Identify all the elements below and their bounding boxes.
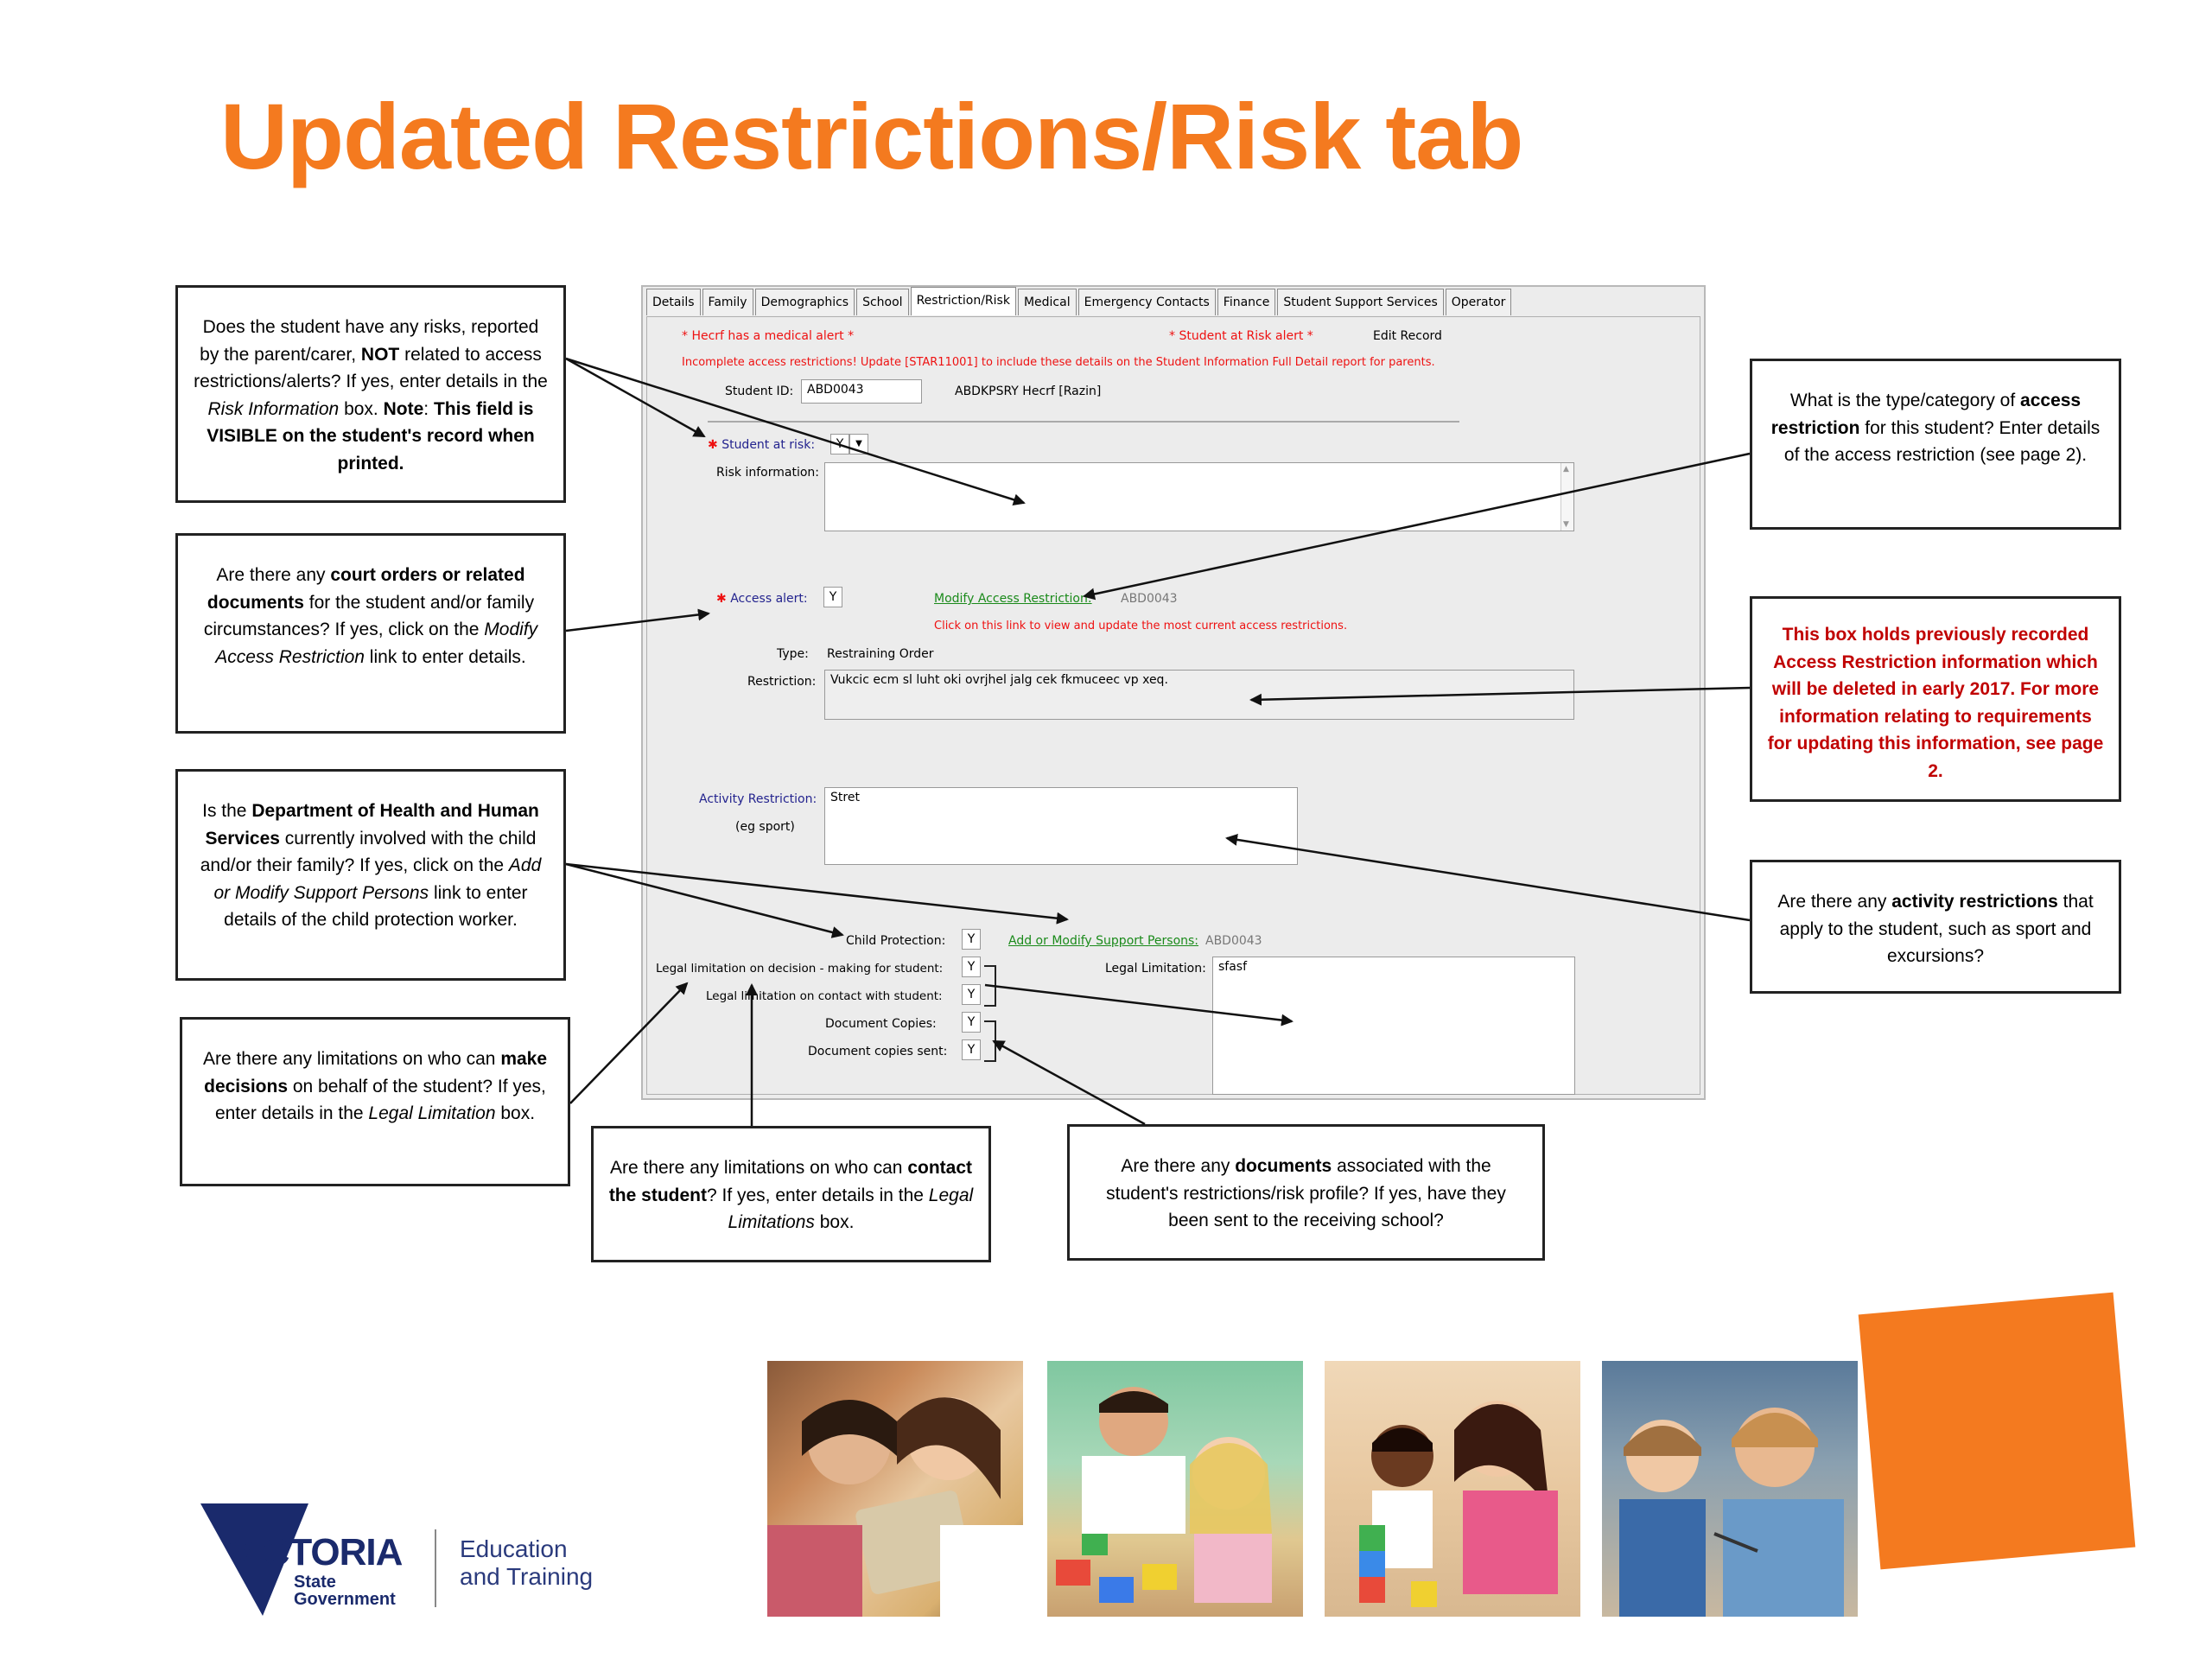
callout-dhhs: Is the Department of Health and Human Services currently involved with the child and/or their family? If yes, click on the Add or Modify Support Persons link to enter details of the child protection worker. bbox=[175, 769, 566, 981]
student-name: ABDKPSRY Hecrf [Razin] bbox=[955, 385, 1102, 398]
tab-details[interactable]: Details bbox=[646, 289, 701, 315]
tab-finance[interactable]: Finance bbox=[1217, 289, 1276, 315]
callout-risks: Does the student have any risks, reported by the parent/carer, NOT related to access restrictions/alerts? If yes, enter details in the Risk Information box. Note: This field is VISIBLE on the student's record when printed. bbox=[175, 285, 566, 503]
arrow-dhhs-to-support-link bbox=[566, 864, 1067, 919]
type-value: Restraining Order bbox=[827, 647, 934, 661]
arrow-dhhs-to-child-protection bbox=[566, 864, 842, 935]
arrow-access-type-to-link bbox=[1084, 454, 1750, 596]
edit-record-label: Edit Record bbox=[1373, 329, 1442, 343]
access-alert-field[interactable]: Y bbox=[823, 587, 842, 607]
tab-operator[interactable]: Operator bbox=[1446, 289, 1512, 315]
activity-restriction-hint: (eg sport) bbox=[735, 820, 795, 834]
support-persons-link[interactable]: Add or Modify Support Persons: bbox=[1008, 934, 1199, 948]
tab-school[interactable]: School bbox=[856, 289, 908, 315]
arrow-activity-to-activity-field bbox=[1227, 838, 1750, 920]
page-title: Updated Restrictions/Risk tab bbox=[220, 84, 1523, 188]
arrow-red-box-to-restriction bbox=[1251, 688, 1750, 700]
legal-contact-field[interactable]: Y bbox=[962, 984, 981, 1005]
activity-restriction-textarea[interactable]: Stret bbox=[824, 787, 1298, 865]
tab-family[interactable]: Family bbox=[702, 289, 753, 315]
photo-illustration bbox=[1325, 1361, 1580, 1617]
legal-decision-field[interactable]: Y bbox=[962, 957, 981, 977]
logo-state: State bbox=[294, 1573, 336, 1592]
arrow-legal-to-legal-limitation bbox=[985, 985, 1292, 1021]
student-id-label: Student ID: bbox=[725, 385, 794, 398]
document-copies-label: Document Copies: bbox=[825, 1017, 937, 1031]
callout-court-orders: Are there any court orders or related documents for the student and/or family circumstances? If yes, click on the Modify Access Restriction link to enter details. bbox=[175, 533, 566, 734]
callout-decisions: Are there any limitations on who can make decisions on behalf of the student? If yes, enter details in the Legal Limitation box. bbox=[180, 1017, 570, 1186]
callout-access-type: What is the type/category of access restriction for this student? Enter details of the access restriction (see page 2). bbox=[1750, 359, 2121, 530]
legal-decision-label: Legal limitation on decision - making for student: bbox=[656, 962, 944, 976]
victoria-education-logo bbox=[200, 1495, 615, 1624]
photo-illustration bbox=[767, 1361, 1023, 1617]
arrow-risks-to-risk-info bbox=[566, 359, 1024, 503]
photo-man-and-girl-puzzle bbox=[1047, 1361, 1303, 1617]
photo-illustration bbox=[1602, 1361, 1858, 1617]
tab-restriction-risk[interactable]: Restriction/Risk bbox=[911, 287, 1016, 315]
logo-education: Education bbox=[460, 1535, 568, 1562]
callout-documents: Are there any documents associated with the student's restrictions/risk profile? If yes, have they been sent to the receiving school? bbox=[1067, 1124, 1545, 1261]
student-id-field[interactable]: ABD0043 bbox=[801, 379, 922, 404]
arrow-court-to-access-alert bbox=[566, 613, 709, 631]
document-copies-field[interactable]: Y bbox=[962, 1012, 981, 1033]
decorative-orange-square bbox=[1859, 1293, 2136, 1570]
modify-access-id: ABD0043 bbox=[1121, 592, 1178, 606]
student-at-risk-label: ✱ Student at risk: bbox=[708, 438, 816, 452]
child-protection-field[interactable]: Y bbox=[962, 929, 981, 950]
risk-alert: * Student at Risk alert * bbox=[1169, 329, 1313, 343]
logo-and-training: and Training bbox=[460, 1563, 594, 1590]
tab-demographics[interactable]: Demographics bbox=[755, 289, 855, 315]
chevron-down-icon[interactable]: ▼ bbox=[849, 434, 868, 454]
incomplete-message: Incomplete access restrictions! Update [STAR11001] to include these details on the Student Information Full Detail report for parents. bbox=[682, 356, 1435, 369]
logo-victoria: VICTORIA bbox=[228, 1531, 403, 1573]
callout-activity: Are there any activity restrictions that apply to the student, such as sport and excursions? bbox=[1750, 860, 2121, 994]
student-at-risk-select[interactable]: Y bbox=[830, 434, 849, 454]
legal-limitation-label: Legal Limitation: bbox=[1105, 962, 1206, 976]
logo-government: Government bbox=[294, 1590, 396, 1609]
legal-limitation-textarea[interactable]: sfasf bbox=[1212, 957, 1575, 1095]
tab-medical[interactable]: Medical bbox=[1018, 289, 1077, 315]
modify-access-restriction-link[interactable]: Modify Access Restriction: bbox=[934, 592, 1092, 606]
legal-contact-label: Legal limitation on contact with student: bbox=[706, 989, 943, 1003]
activity-restriction-label: Activity Restriction: bbox=[699, 792, 817, 806]
photo-illustration bbox=[1047, 1361, 1303, 1617]
arrow-risks-to-at-risk bbox=[566, 359, 704, 436]
callout-deletion-notice: This box holds previously recorded Access Restriction information which will be deleted in early 2017. For more information relating to requirements for updating this information, see page 2. bbox=[1750, 596, 2121, 802]
medical-alert: * Hecrf has a medical alert * bbox=[682, 329, 855, 343]
document-sent-field[interactable]: Y bbox=[962, 1039, 981, 1060]
tab-emergency-contacts[interactable]: Emergency Contacts bbox=[1078, 289, 1216, 315]
child-protection-label: Child Protection: bbox=[846, 934, 946, 948]
access-alert-label: ✱ Access alert: bbox=[716, 592, 808, 606]
arrow-documents-to-doc-fields bbox=[994, 1041, 1145, 1124]
callout-contact: Are there any limitations on who can contact the student? If yes, enter details in the Legal Limitations box. bbox=[591, 1126, 991, 1262]
type-label: Type: bbox=[777, 647, 809, 661]
photo-girl-with-tablet bbox=[767, 1361, 1023, 1617]
support-persons-id: ABD0043 bbox=[1205, 934, 1262, 948]
restriction-textarea[interactable]: Vukcic ecm sl luht oki ovrjhel jalg cek fkmuceec vp xeq. bbox=[824, 670, 1574, 720]
photo-man-and-boy bbox=[1602, 1361, 1858, 1617]
document-sent-label: Document copies sent: bbox=[808, 1045, 948, 1058]
arrow-decisions-to-legal bbox=[570, 983, 687, 1103]
click-link-message: Click on this link to view and update the most current access restrictions. bbox=[934, 620, 1348, 632]
photo-woman-child-blocks bbox=[1325, 1361, 1580, 1617]
risk-information-label: Risk information: bbox=[716, 466, 819, 480]
restriction-label: Restriction: bbox=[747, 675, 817, 689]
tab-student-support-services[interactable]: Student Support Services bbox=[1277, 289, 1443, 315]
